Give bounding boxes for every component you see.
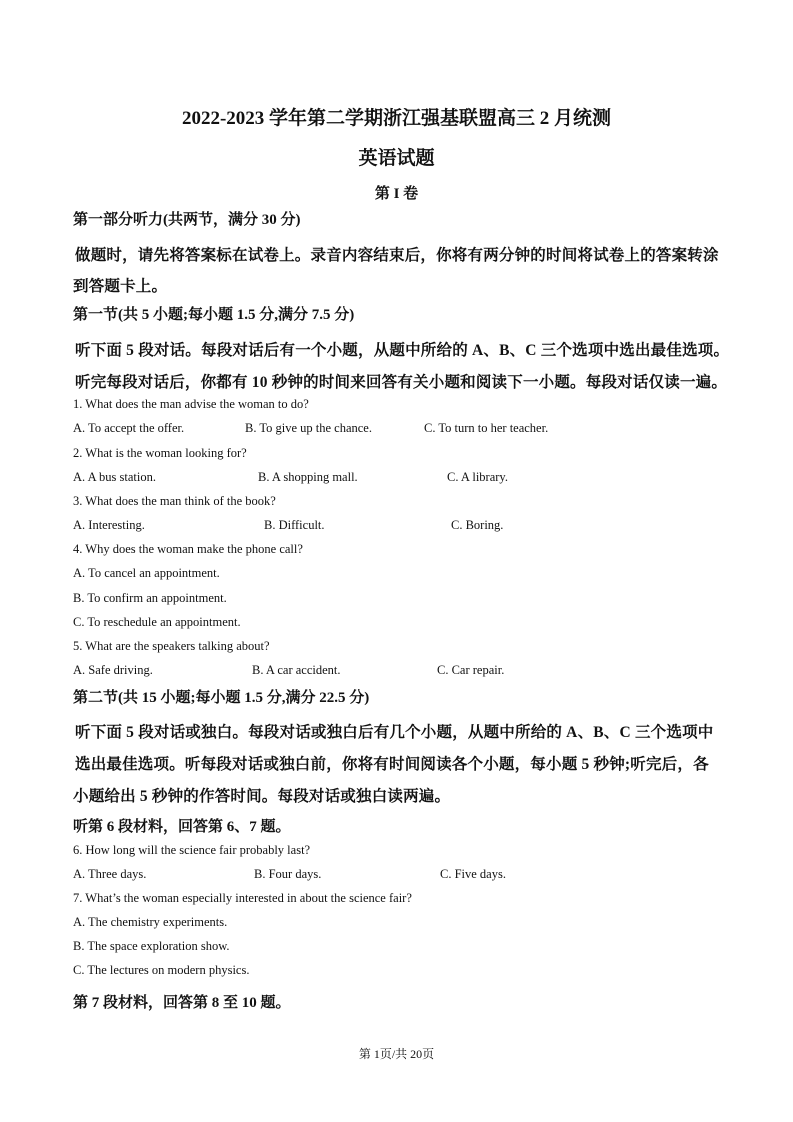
question-stem: 2. What is the woman looking for? [73, 446, 247, 460]
subject-title: 英语试题 [358, 148, 435, 169]
section2-instruction-line: 选出最佳选项。听每段对话或独白前，你将有时间阅读各个小题，每小题 5 秒钟;听完后，各 [75, 756, 709, 773]
question-stem: 3. What does the man think of the book? [73, 494, 276, 508]
material-heading: 第 7 段材料，回答第 8 至 10 题。 [73, 995, 291, 1011]
section2-instruction-line: 听下面 5 段对话或独白。每段对话或独白后有几个小题，从题中所给的 A、B、C 三个选项中 [75, 724, 714, 741]
option-c: C. Car repair. [437, 663, 505, 677]
option-a: A. To cancel an appointment. [73, 566, 220, 580]
option-c: C. Boring. [451, 518, 504, 532]
section1-heading: 第一节(共 5 小题;每小题 1.5 分,满分 7.5 分) [73, 307, 355, 323]
option-c: C. Five days. [440, 867, 506, 881]
question-stem: 4. Why does the woman make the phone call? [73, 542, 303, 556]
option-a: A. A bus station. [73, 470, 156, 484]
option-c: C. A library. [447, 470, 508, 484]
part1-heading: 第一部分听力(共两节，满分 30 分) [73, 212, 301, 228]
page-number: 第 1页/共 20页 [358, 1047, 435, 1061]
option-c: C. The lectures on modern physics. [73, 963, 250, 977]
option-a: A. Interesting. [73, 518, 145, 532]
question-stem: 5. What are the speakers talking about? [73, 639, 270, 653]
part1-instruction-line: 到答题卡上。 [73, 278, 168, 295]
option-b: B. Difficult. [264, 518, 325, 532]
question-stem: 1. What does the man advise the woman to do? [73, 397, 309, 411]
section1-instruction-line: 听下面 5 段对话。每段对话后有一个小题，从题中所给的 A、B、C 三个选项中选出最佳选项。 [75, 342, 730, 359]
option-a: A. To accept the offer. [73, 421, 185, 435]
exam-title: 2022-2023 学年第二学期浙江强基联盟高三 2 月统测 [181, 108, 612, 129]
option-b: B. To give up the chance. [245, 421, 372, 435]
option-a: A. Safe driving. [73, 663, 153, 677]
part1-instruction-line: 做题时，请先将答案标在试卷上。录音内容结束后，你将有两分钟的时间将试卷上的答案转涂 [75, 247, 719, 264]
section2-heading: 第二节(共 15 小题;每小题 1.5 分,满分 22.5 分) [73, 690, 370, 706]
section2-instruction-line: 小题给出 5 秒钟的作答时间。每段对话或独白读两遍。 [73, 788, 451, 805]
volume-label: 第 I 卷 [374, 186, 419, 202]
option-c: C. To turn to her teacher. [424, 421, 549, 435]
material-heading: 听第 6 段材料，回答第 6、7 题。 [73, 819, 291, 835]
section1-instruction-line: 听完每段对话后，你都有 10 秒钟的时间来回答有关小题和阅读下一小题。每段对话仅读一遍。 [75, 374, 728, 391]
question-stem: 6. How long will the science fair probably last? [73, 843, 311, 857]
option-b: B. The space exploration show. [73, 939, 230, 953]
option-a: A. Three days. [73, 867, 147, 881]
option-b: B. To confirm an appointment. [73, 591, 227, 605]
option-b: B. A shopping mall. [258, 470, 358, 484]
option-c: C. To reschedule an appointment. [73, 615, 241, 629]
question-stem: 7. What’s the woman especially interested in about the science fair? [73, 891, 412, 905]
option-b: B. A car accident. [252, 663, 341, 677]
option-a: A. The chemistry experiments. [73, 915, 228, 929]
option-b: B. Four days. [254, 867, 322, 881]
